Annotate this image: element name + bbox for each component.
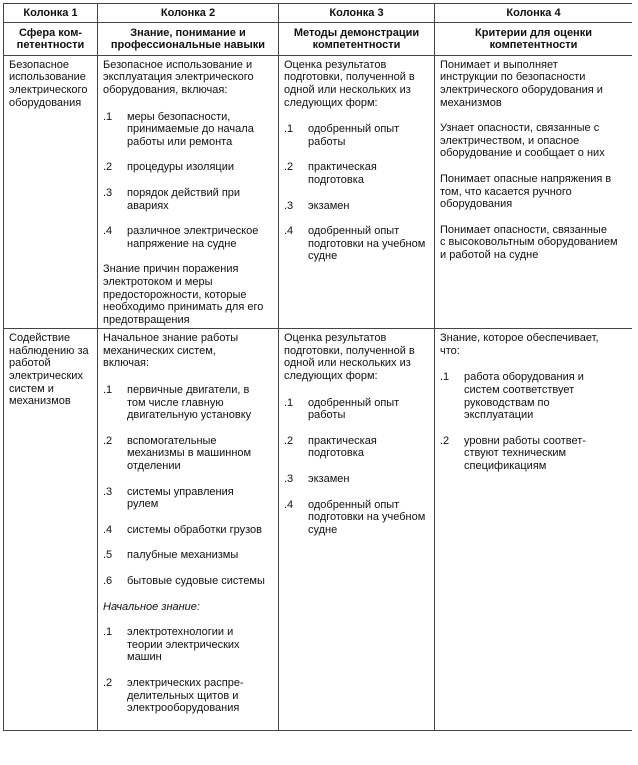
column-number-1: Колонка 1	[4, 4, 98, 23]
list-item: .3 экзамен	[284, 199, 350, 212]
list-item: .1 электротехнологии и теории электрических машин	[103, 626, 240, 664]
knowledge-intro: Безопасное использование и эксплуатация электрического оборудования, включая:	[103, 58, 254, 96]
criteria-paragraph: Понимает опасности, связанные с высоковольтным оборудованием и работой на судне	[440, 223, 618, 261]
list-item: .2 электрических распре- делительных щитов и электрооборудования	[103, 676, 244, 715]
knowledge-cell	[98, 55, 279, 329]
list-item: .1 работа оборудования и систем соответствует руководствам по эксплуатации	[440, 371, 584, 422]
list-item: .2 практическая подготовка	[284, 161, 377, 186]
list-item: .3 экзамен	[284, 473, 350, 486]
table-row	[4, 55, 633, 329]
list-item: .6 бытовые судовые системы	[103, 575, 265, 587]
list-item: .1 одобренный опыт работы	[284, 396, 400, 422]
list-item: .2 вспомогательные механизмы в машинном отделении	[103, 434, 252, 473]
methods-cell	[279, 329, 435, 730]
criteria-paragraph: Узнает опасности, связанные с электричеством, и опасное оборудование и сообщает о них	[440, 122, 605, 160]
list-item: .4 различное электрическое напряжение на судне	[103, 225, 259, 250]
column-header-row	[4, 22, 633, 55]
list-item: .4 системы обработки грузов	[103, 523, 262, 536]
criteria-cell	[435, 55, 633, 329]
criteria-paragraph: Понимает и выполняет инструкции по безопасности электрического оборудования и механизмов	[440, 58, 603, 109]
header-competence: Сфера ком- петентности	[4, 22, 98, 55]
list-item: .4 одобренный опыт подготовки на учебном судне	[284, 498, 426, 536]
competence-cell: Безопасное использование электрического оборудования	[4, 55, 98, 329]
competence-table	[3, 3, 632, 731]
methods-cell	[279, 55, 435, 329]
header-criteria: Критерии для оценки компетентности	[435, 22, 633, 55]
column-number-row	[4, 4, 633, 23]
methods-intro: Оценка результатов подготовки, полученной в одной или нескольких из следующих форм:	[284, 332, 415, 383]
list-item: .1 первичные двигатели, в том числе главную двигательную установку	[103, 384, 252, 422]
column-number-2: Колонка 2	[98, 4, 279, 23]
methods-intro: Оценка результатов подготовки, полученной в одной или нескольких из следующих форм:	[284, 58, 415, 109]
header-knowledge: Знание, понимание и профессиональные навыки	[98, 22, 279, 55]
list-item: .2 процедуры изоляции	[103, 161, 235, 174]
list-item: .2 практическая подготовка	[284, 434, 377, 460]
column-number-3: Колонка 3	[279, 4, 435, 23]
header-methods: Методы демонстрации компетентности	[279, 22, 435, 55]
competence-cell: Содействие наблюдению за работой электрических систем и механизмов	[4, 329, 98, 730]
list-item: .2 уровни работы соответ- ствуют техническим спецификациям	[440, 434, 586, 473]
list-item: .5 палубные механизмы	[103, 549, 239, 562]
list-item: .1 одобренный опыт работы	[284, 123, 400, 148]
list-item: .3 системы управления рулем	[103, 485, 234, 511]
list-item: .1 меры безопасности, принимаемые до начала работы или ремонта	[103, 110, 254, 148]
knowledge-closing: Знание причин поражения электротоком и меры предосторожности, которые необходимо принимать для его предотвращения	[103, 263, 264, 326]
knowledge-intro: Начальное знание работы механических систем, включая:	[103, 332, 239, 370]
document-page	[3, 3, 632, 763]
knowledge-subheading: Начальное знание:	[103, 600, 200, 613]
criteria-cell	[435, 329, 633, 730]
criteria-paragraph: Понимает опасные напряжения в том, что касается ручного оборудования	[440, 172, 612, 211]
column-number-4: Колонка 4	[435, 4, 633, 23]
knowledge-cell	[98, 329, 279, 730]
list-item: .4 одобренный опыт подготовки на учебном судне	[284, 225, 426, 263]
list-item: .3 порядок действий при авариях	[103, 186, 241, 212]
table-row	[4, 329, 633, 730]
criteria-intro: Знание, которое обеспечивает, что:	[440, 332, 599, 357]
